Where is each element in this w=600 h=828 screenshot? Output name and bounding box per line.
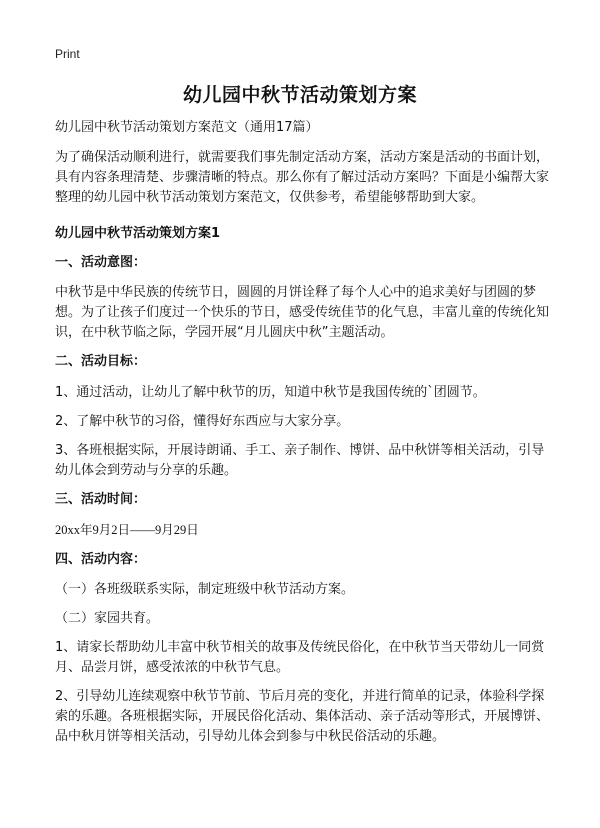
goal-item-2: 2、了解中秋节的习俗，懂得好东西应与大家分享。	[55, 414, 350, 429]
section-heading-goals: 二、活动目标：	[55, 354, 147, 369]
print-link[interactable]: Print	[55, 47, 80, 61]
page-title: 幼儿园中秋节活动策划方案	[182, 84, 417, 106]
content-item-1: （一）各班级联系实际，制定班级中秋节活动方案。	[55, 582, 355, 597]
section-heading-intent: 一、活动意图：	[55, 255, 147, 270]
intro-paragraph: 为了确保活动顺利进行，就需要我们事先制定活动方案，活动方案是活动的书面计划，具有内容条理清楚、步骤清晰的特点。那么你有了解过活动方案吗？下面是小编帮大家整理的幼儿园中秋节活动策划方案范文，仅供参考，希望能够帮助到大家。	[55, 150, 550, 205]
goal-item-3: 3、各班根据实际，开展诗朗诵、手工、亲子制作、博饼、品中秋饼等相关活动，引导幼儿体会到劳动与分享的乐趣。	[55, 443, 545, 478]
document-subtitle: 幼儿园中秋节活动策划方案范文（通用17篇）	[55, 120, 319, 135]
section-heading-time: 三、活动时间：	[55, 492, 147, 507]
intent-paragraph: 中秋节是中华民族的传统节日，圆圆的月饼诠释了每个人心中的追求美好与团圆的梦想。为了让孩子们度过一个快乐的节日，感受传统佳节的化气息，丰富儿童的传统化知识，在中秋节临之际，学园开展“月儿圆庆中秋”主题活动。	[55, 285, 550, 340]
goal-item-1: 1、通过活动，让幼儿了解中秋节的历，知道中秋节是我国传统的`团圆节。	[55, 385, 486, 400]
content-item-2: （二）家园共育。	[55, 611, 160, 626]
document-body	[55, 118, 550, 747]
activity-date: 20xx年9月2日——9月29日	[55, 523, 199, 537]
content-item-4: 2、引导幼儿连续观察中秋节节前、节后月亮的变化，并进行简单的记录，体验科学探索的乐趣。各班根据实际，开展民俗化活动、集体活动、亲子活动等形式，开展博饼、品中秋月饼等相关活动，引导幼儿体会到参与中秋民俗活动的乐趣。	[55, 689, 550, 744]
content-item-3: 1、请家长帮助幼儿丰富中秋节相关的故事及传统民俗化，在中秋节当天带幼儿一同赏月、品尝月饼，感受浓浓的中秋节气息。	[55, 640, 545, 675]
plan-heading: 幼儿园中秋节活动策划方案1	[55, 226, 221, 241]
section-heading-content: 四、活动内容：	[55, 552, 147, 567]
